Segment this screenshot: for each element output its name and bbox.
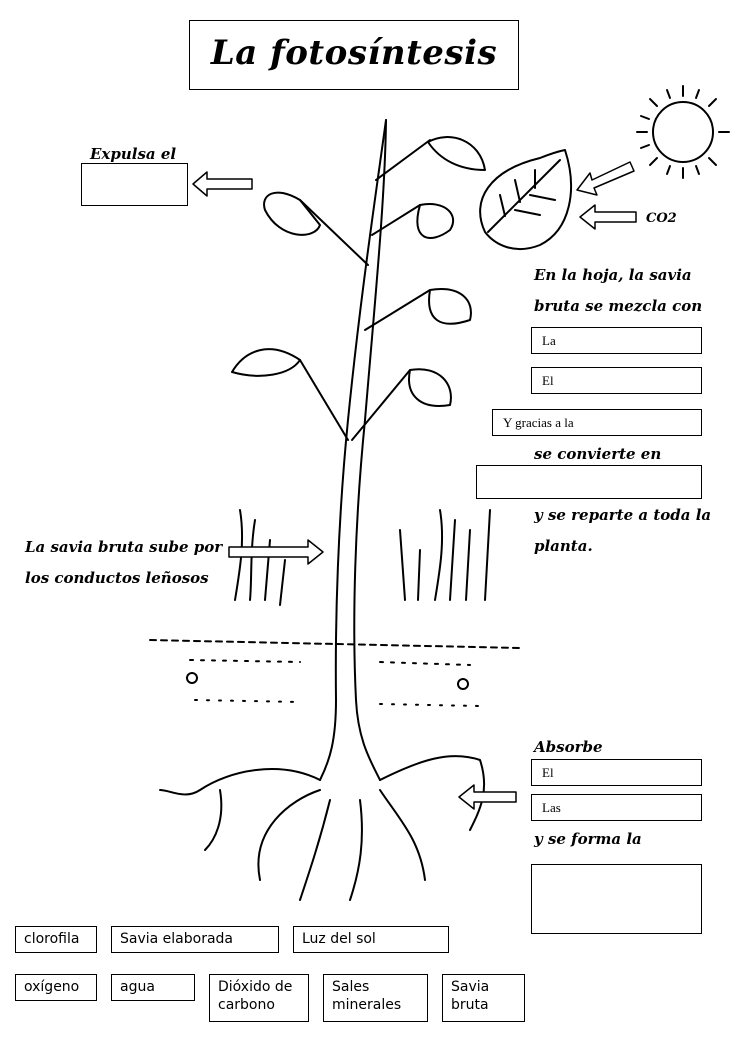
label-hoja-2: bruta se mezcla con <box>534 297 703 315</box>
word-card[interactable]: Savia elaborada <box>111 926 279 953</box>
sun-icon <box>637 86 729 178</box>
word-card[interactable]: agua <box>111 974 195 1001</box>
word-card[interactable]: Savia bruta <box>442 974 525 1022</box>
blank-la[interactable]: La <box>531 327 702 354</box>
label-reparte-2: planta. <box>534 537 593 555</box>
label-convierte: se convierte en <box>534 445 662 463</box>
word-card[interactable]: clorofila <box>15 926 97 953</box>
arrow-left-icon <box>193 172 252 196</box>
blank-el[interactable]: El <box>531 367 702 394</box>
label-co2: CO2 <box>646 211 677 226</box>
blank-gracias[interactable]: Y gracias a la <box>492 409 702 436</box>
page-title: La fotosíntesis <box>210 33 498 73</box>
expulsa-answer-box[interactable] <box>81 163 188 206</box>
label-hoja-1: En la hoja, la savia <box>534 266 692 284</box>
arrow-left-icon <box>459 785 516 809</box>
leaf-icon <box>480 150 571 249</box>
label-sube-1: La savia bruta sube por <box>25 538 223 556</box>
word-card[interactable]: Dióxido de carbono <box>209 974 309 1022</box>
arrow-down-left-icon <box>577 162 634 195</box>
word-card[interactable]: Sales minerales <box>323 974 428 1022</box>
convierte-answer-box[interactable] <box>476 465 702 499</box>
label-reparte-1: y se reparte a toda la <box>534 506 712 524</box>
blank-absorbe-las[interactable]: Las <box>531 794 702 821</box>
label-expulsa: Expulsa el <box>90 145 177 163</box>
word-card[interactable]: Luz del sol <box>293 926 449 953</box>
arrow-right-icon <box>229 540 323 564</box>
label-forma: y se forma la <box>534 830 642 848</box>
arrow-left-icon <box>580 205 636 229</box>
label-absorbe: Absorbe <box>534 738 603 756</box>
word-card[interactable]: oxígeno <box>15 974 97 1001</box>
label-sube-2: los conductos leñosos <box>25 569 209 587</box>
blank-absorbe-el[interactable]: El <box>531 759 702 786</box>
forma-answer-box[interactable] <box>531 864 702 934</box>
